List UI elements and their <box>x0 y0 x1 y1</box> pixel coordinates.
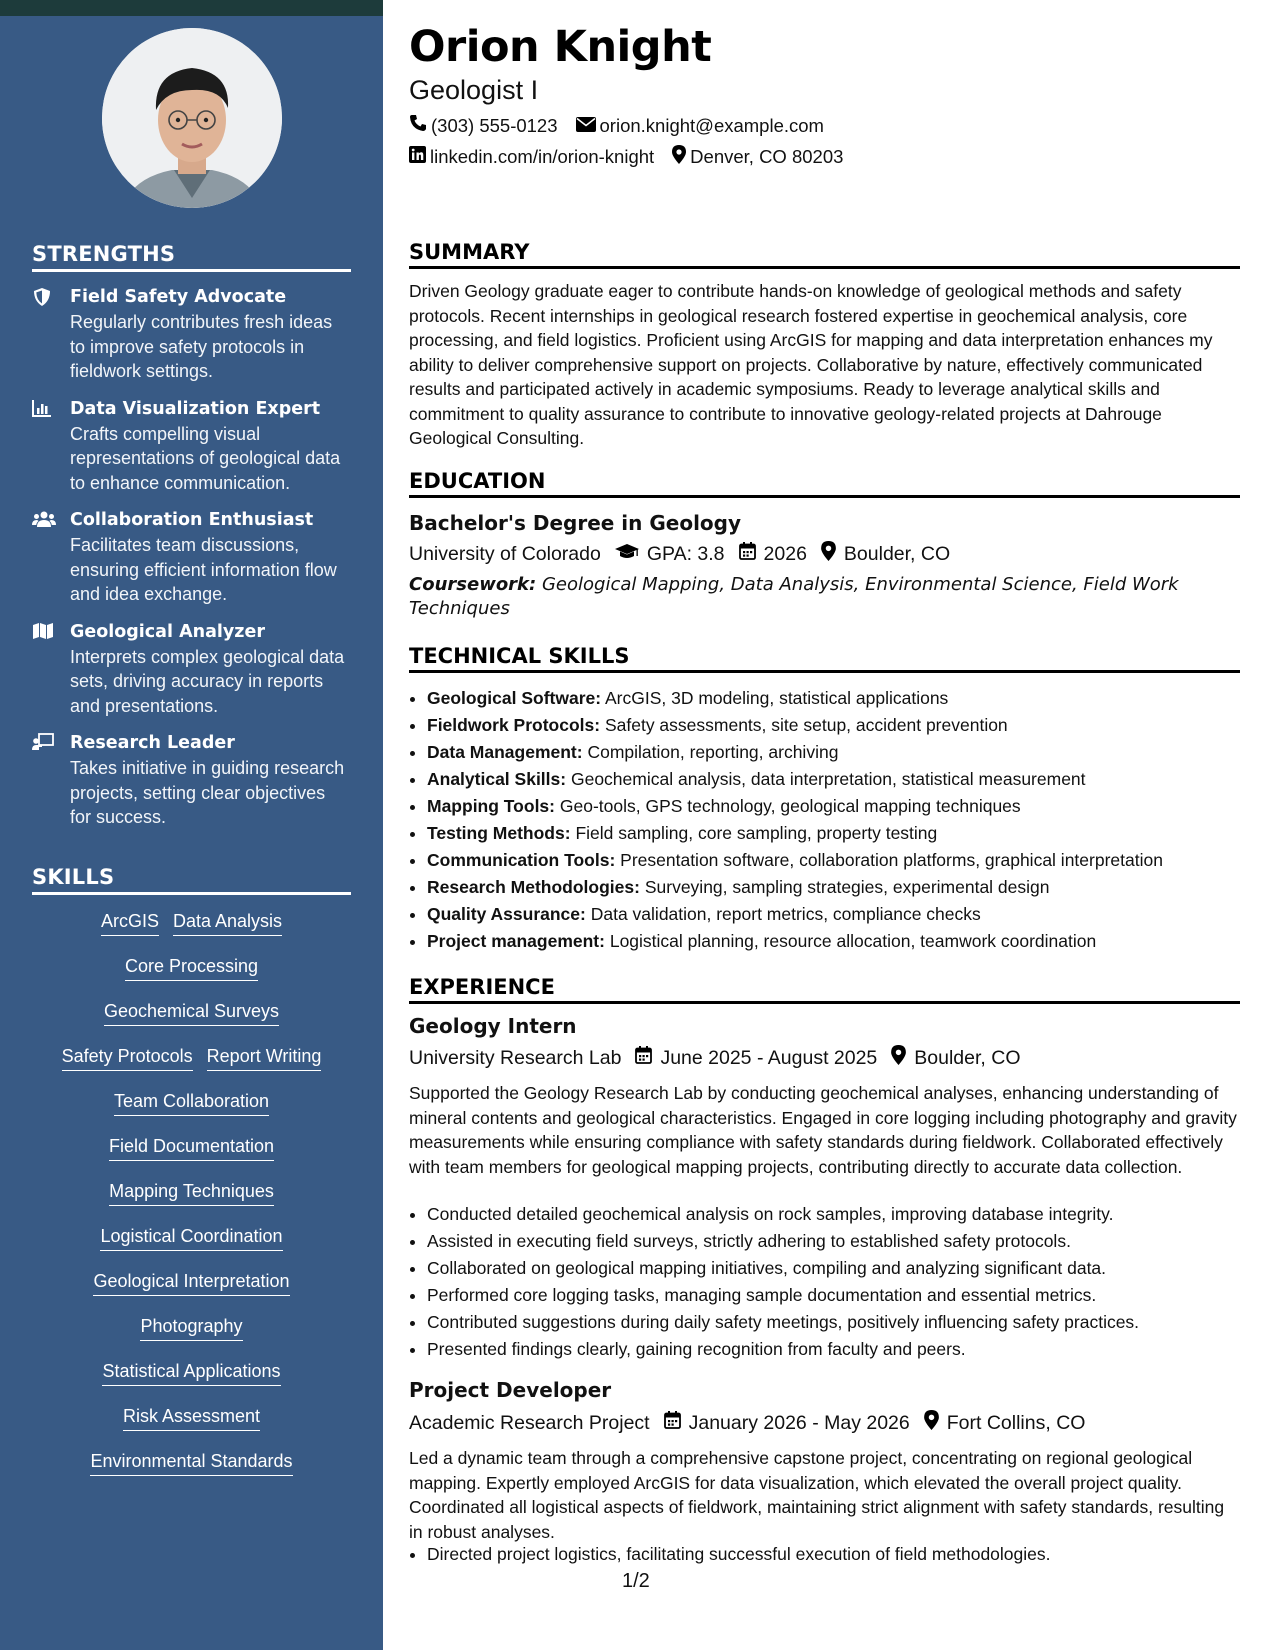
calendar-icon <box>664 1411 689 1435</box>
summary-heading: SUMMARY <box>409 240 1240 269</box>
skill-tag: Mapping Techniques <box>109 1179 274 1206</box>
job-location: Boulder, CO <box>914 1046 1021 1069</box>
skill-tag: Field Documentation <box>109 1134 274 1161</box>
strength-title: Data Visualization Expert <box>70 398 321 419</box>
summary-text: Driven Geology graduate eager to contribute hands-on knowledge of geological methods and safety protocols. Recent internships in geological research fostered expertise in geochemical analysis, core processing, and field logistics. Proficient using ArcGIS for mapping and data interpretation enhances my ability to deliver comprehensive support on projects. Collaborative by nature, effectively communicated results and participated actively in academic symposiums. Ready to leverage analytical skills and commitment to quality assurance to contribute to innovative geology-related projects at Dahrouge Geological Consulting. <box>409 281 1213 448</box>
education-meta <box>409 541 964 567</box>
technical-skills-heading: TECHNICAL SKILLS <box>409 644 1240 673</box>
job-meta <box>409 1410 1099 1436</box>
map-icon <box>32 622 54 642</box>
skills-list <box>32 909 351 1494</box>
degree-title: Bachelor's Degree in Geology <box>409 511 742 535</box>
presenter-icon <box>32 733 54 753</box>
avatar <box>102 28 282 208</box>
strength-item <box>32 285 351 384</box>
skill-tag: Data Analysis <box>173 909 282 936</box>
job-meta <box>409 1045 1035 1071</box>
linkedin-text: linkedin.com/in/orion-knight <box>430 146 655 167</box>
job-org: Academic Research Project <box>409 1411 650 1434</box>
job-bullets <box>409 1541 1258 1568</box>
skill-tag: ArcGIS <box>101 909 159 936</box>
strength-desc: Regularly contributes fresh ideas to improve safety protocols in fieldwork settings. <box>70 312 333 381</box>
contact-row-1 <box>409 114 842 137</box>
list-item: • Assisted in executing field surveys, strictly adhering to established safety protocols. <box>427 1228 1258 1255</box>
map-pin-icon <box>821 541 844 567</box>
gpa: GPA: 3.8 <box>646 542 725 565</box>
map-pin-icon <box>924 1410 947 1436</box>
education-heading: EDUCATION <box>409 469 1240 498</box>
skill-tag: Report Writing <box>207 1044 322 1071</box>
list-item: • Fieldwork Protocols: Safety assessments, site setup, accident prevention <box>427 712 1258 739</box>
linkedin-item[interactable] <box>409 146 654 168</box>
phone-item[interactable] <box>409 114 558 137</box>
coursework-text: Geological Mapping, Data Analysis, Environmental Science, Field Work Techniques <box>409 574 1179 619</box>
job-title: Geology Intern <box>409 1014 577 1038</box>
skills-section <box>32 865 351 1494</box>
location-text: Denver, CO 80203 <box>690 146 844 167</box>
list-item: • Collaborated on geological mapping initiatives, compiling and analyzing significant data. <box>427 1255 1258 1282</box>
skill-tag: Core Processing <box>125 954 258 981</box>
strength-item <box>32 397 351 496</box>
strength-item <box>32 620 351 719</box>
strength-desc: Interprets complex geological data sets, driving accuracy in reports and presentations. <box>70 646 345 716</box>
skills-heading: SKILLS <box>32 865 351 895</box>
list-item: • Mapping Tools: Geo-tools, GPS technology, geological mapping techniques <box>427 793 1258 820</box>
users-icon <box>32 510 54 530</box>
list-item: • Analytical Skills: Geochemical analysis, data interpretation, statistical measurement <box>427 766 1258 793</box>
skill-tag: Geological Interpretation <box>93 1269 289 1296</box>
phone-text: (303) 555-0123 <box>431 114 558 136</box>
strength-item <box>32 508 351 607</box>
list-item: • Conducted detailed geochemical analysis on rock samples, improving database integrity. <box>427 1201 1258 1228</box>
candidate-name: Orion Knight <box>409 22 712 72</box>
strengths-heading: STRENGTHS <box>32 242 351 272</box>
skill-tag: Environmental Standards <box>90 1449 292 1476</box>
experience-heading: EXPERIENCE <box>409 975 1240 1004</box>
graduation-year: 2026 <box>763 542 807 565</box>
strength-title: Geological Analyzer <box>70 621 265 642</box>
strength-desc: Crafts compelling visual representations of geological data to enhance communication. <box>70 423 341 493</box>
education-location: Boulder, CO <box>843 542 951 565</box>
skill-tag: Risk Assessment <box>123 1404 260 1431</box>
shield-icon <box>32 287 54 307</box>
strengths-section <box>32 242 351 830</box>
page-number: 1/2 <box>622 1570 650 1592</box>
job-dates: June 2025 - August 2025 <box>660 1046 878 1069</box>
list-item: • Presented findings clearly, gaining recognition from faculty and peers. <box>427 1336 1258 1363</box>
skill-tag: Logistical Coordination <box>100 1224 282 1251</box>
calendar-icon <box>739 542 764 566</box>
skill-tag: Geochemical Surveys <box>104 999 279 1026</box>
job-bullets <box>409 1201 1258 1363</box>
skill-tag: Team Collaboration <box>114 1089 269 1116</box>
list-item: • Testing Methods: Field sampling, core sampling, property testing <box>427 820 1258 847</box>
job-title: Project Developer <box>409 1378 612 1402</box>
skill-tag: Photography <box>140 1314 242 1341</box>
strength-title: Research Leader <box>70 733 235 753</box>
bar-chart-icon <box>32 399 54 419</box>
list-item: • Contributed suggestions during daily safety meetings, positively influencing safety practices. <box>427 1309 1258 1336</box>
list-item: • Geological Software: ArcGIS, 3D modeling, statistical applications <box>427 685 1258 712</box>
strength-title: Field Safety Advocate <box>70 287 287 307</box>
job-org: University Research Lab <box>409 1046 622 1069</box>
list-item: • Communication Tools: Presentation software, collaboration platforms, graphical interpretation <box>427 847 1258 874</box>
map-pin-icon <box>891 1045 914 1071</box>
list-item: • Quality Assurance: Data validation, report metrics, compliance checks <box>427 901 1258 928</box>
list-item: • Performed core logging tasks, managing sample documentation and essential metrics. <box>427 1282 1258 1309</box>
school-name: University of Colorado <box>409 542 601 565</box>
location-item <box>672 145 843 169</box>
list-item: • Data Management: Compilation, reporting, archiving <box>427 739 1258 766</box>
job-dates: January 2026 - May 2026 <box>688 1411 910 1434</box>
email-item[interactable] <box>576 115 824 137</box>
job-description: Led a dynamic team through a comprehensive capstone project, concentrating on regional geological mapping. Expertly employed ArcGIS for data visualization, which elevated the overall project quality. Coordinated all logistical aspects of fieldwork, maintaining strict alignment with safety standards, resulting in robust analyses. <box>409 1448 1225 1542</box>
skill-tag: Safety Protocols <box>62 1044 193 1071</box>
strength-desc: Takes initiative in guiding research projects, setting clear objectives for success. <box>70 758 345 827</box>
email-text: orion.knight@example.com <box>599 114 824 136</box>
linkedin-icon <box>409 146 430 168</box>
sidebar <box>0 0 383 1650</box>
coursework-label: Coursework: <box>409 574 537 595</box>
phone-icon <box>409 114 431 137</box>
job-location: Fort Collins, CO <box>946 1411 1086 1434</box>
strength-item <box>32 731 351 830</box>
list-item: • Project management: Logistical planning, resource allocation, teamwork coordination <box>427 928 1258 955</box>
graduation-cap-icon <box>615 543 647 566</box>
candidate-title: Geologist I <box>409 75 539 105</box>
calendar-icon <box>635 1046 660 1070</box>
job-description: Supported the Geology Research Lab by conducting geochemical analyses, enhancing understanding of mineral contents and geological characteristics. Engaged in core logging including photography and gravity measurements while ensuring compliance with safety standards during fieldwork. Collaborated effectively with team members for geological mapping projects, contributing directly to accurate data collection. <box>409 1083 1237 1177</box>
list-item: • Directed project logistics, facilitating successful execution of field methodologies. <box>427 1541 1258 1568</box>
sidebar-top-bar <box>0 0 383 16</box>
strength-title: Collaboration Enthusiast <box>70 510 314 530</box>
strength-desc: Facilitates team discussions, ensuring efficient information flow and idea exchange. <box>70 535 337 604</box>
map-pin-icon <box>672 145 690 169</box>
contact-row-2 <box>409 145 861 169</box>
list-item: • Research Methodologies: Surveying, sampling strategies, experimental design <box>427 874 1258 901</box>
coursework <box>409 573 1189 621</box>
skill-tag: Statistical Applications <box>102 1359 280 1386</box>
envelope-icon <box>576 115 600 137</box>
technical-skills-list <box>409 685 1258 955</box>
